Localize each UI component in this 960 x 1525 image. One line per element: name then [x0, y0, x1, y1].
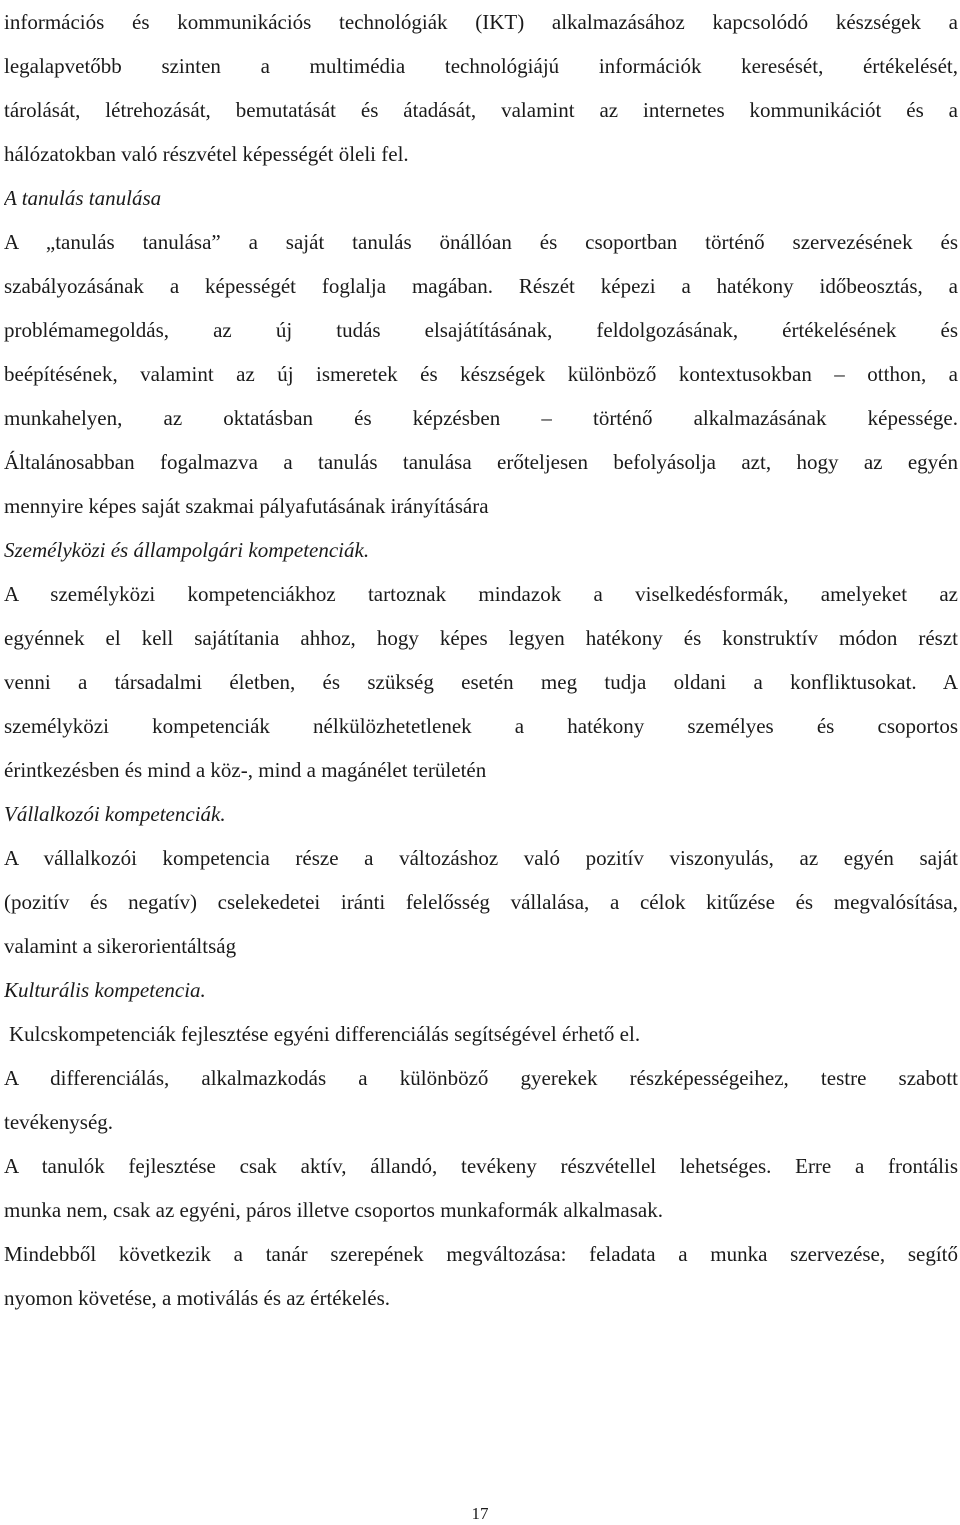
body-line: problémamegoldás, az új tudás elsajátításának, feldolgozásának, értékelésének és: [4, 318, 958, 342]
section-heading-interpersonal-civic: Személyközi és állampolgári kompetenciák.: [4, 538, 370, 562]
body-line: beépítésének, valamint az új ismeretek és készségek különböző kontextusokban – otthon, a: [4, 362, 958, 386]
body-line: A tanulók fejlesztése csak aktív, állandó, tevékeny részvétellel lehetséges. Erre a frontális: [4, 1154, 958, 1178]
section-heading-cultural: Kulturális kompetencia.: [4, 978, 206, 1002]
body-line: A személyközi kompetenciákhoz tartoznak mindazok a viselkedésformák, amelyeket az: [4, 582, 958, 606]
body-line: egyénnek el kell sajátítania ahhoz, hogy képes legyen hatékony és konstruktív módon részt: [4, 626, 958, 650]
body-line: A differenciálás, alkalmazkodás a különböző gyerekek részképességeihez, testre szabott: [4, 1066, 958, 1090]
body-line: érintkezésben és mind a köz-, mind a magánélet területén: [4, 758, 487, 782]
section-heading-entrepreneurial: Vállalkozói kompetenciák.: [4, 802, 226, 826]
body-line: tárolását, létrehozását, bemutatását és átadását, valamint az internetes kommunikációt és a: [4, 98, 958, 122]
body-line: valamint a sikerorientáltság: [4, 934, 237, 958]
body-line: Kulcskompetenciák fejlesztése egyéni differenciálás segítségével érhető el.: [9, 1022, 641, 1046]
body-line: információs és kommunikációs technológiák (IKT) alkalmazásához kapcsolódó készségek a: [4, 10, 958, 34]
body-line: munkahelyen, az oktatásban és képzésben – történő alkalmazásának képessége.: [4, 406, 958, 430]
body-line: személyközi kompetenciák nélkülözhetetlenek a hatékony személyes és csoportos: [4, 714, 958, 738]
body-line: Mindebből következik a tanár szerepének megváltozása: feladata a munka szervezése, segítő: [4, 1242, 958, 1266]
body-line: (pozitív és negatív) cselekedetei iránti felelősség vállalása, a célok kitűzése és megvalósítása,: [4, 890, 958, 914]
section-heading-learning-to-learn: A tanulás tanulása: [4, 186, 162, 210]
body-line: A vállalkozói kompetencia része a változáshoz való pozitív viszonyulás, az egyén saját: [4, 846, 958, 870]
body-line: szabályozásának a képességét foglalja magában. Részét képezi a hatékony időbeosztás, a: [4, 274, 958, 298]
document-page: [4, 0, 958, 1320]
body-line: hálózatokban való részvétel képességét öleli fel.: [4, 142, 409, 166]
body-line: mennyire képes saját szakmai pályafutásának irányítására: [4, 494, 489, 518]
body-line: munka nem, csak az egyéni, páros illetve csoportos munkaformák alkalmasak.: [4, 1198, 663, 1222]
body-line: legalapvetőbb szinten a multimédia technológiájú információk keresését, értékelését,: [4, 54, 958, 78]
body-line: Általánosabban fogalmazva a tanulás tanulása erőteljesen befolyásolja azt, hogy az egyén: [4, 450, 958, 474]
body-line: nyomon követése, a motiválás és az értékelés.: [4, 1286, 391, 1310]
body-line: A „tanulás tanulása” a saját tanulás önállóan és csoportban történő szervezésének és: [4, 230, 958, 254]
body-line: tevékenység.: [4, 1110, 114, 1134]
body-line: venni a társadalmi életben, és szükség esetén meg tudja oldani a konfliktusokat. A: [4, 670, 958, 694]
page-number: 17: [471, 1504, 489, 1523]
